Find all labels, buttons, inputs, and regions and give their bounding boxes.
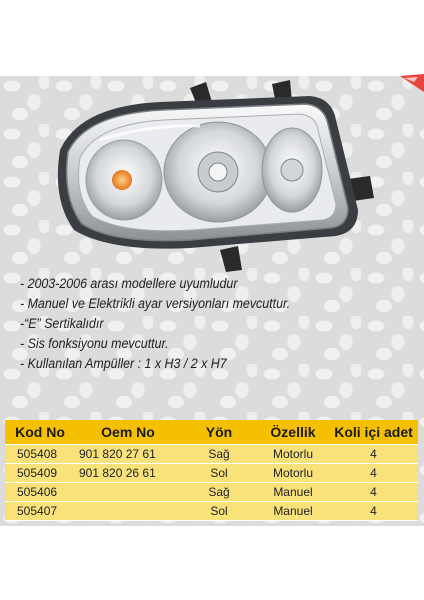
cell-ozellik: Manuel [257,502,329,521]
table-header-row [5,420,418,445]
feature-item: - 2003-2006 arası modellere uyumludur [20,276,238,291]
cell-yon: Sağ [181,445,257,464]
cell-oem: 901 820 26 61 [75,464,181,483]
cell-yon: Sol [181,502,257,521]
brand-corner-icon [398,74,424,92]
cell-yon: Sağ [181,483,257,502]
feature-item: - Sis fonksiyonu mevcuttur. [20,336,169,351]
cell-koli: 4 [329,502,418,521]
feature-item: - Manuel ve Elektrikli ayar versiyonları mevcuttur. [20,296,291,311]
col-header-oem: Oem No [75,420,181,445]
col-header-kod: Kod No [5,420,75,445]
product-catalog-panel [0,76,424,526]
feature-item: -“E” Sertikalıdır [20,316,104,331]
cell-kod: 505408 [5,445,75,464]
cell-oem [75,502,181,521]
table-row [5,502,418,521]
cell-kod: 505409 [5,464,75,483]
cell-koli: 4 [329,483,418,502]
cell-ozellik: Motorlu [257,445,329,464]
cell-kod: 505406 [5,483,75,502]
cell-oem: 901 820 27 61 [75,445,181,464]
col-header-ozellik: Özellik [257,420,329,445]
col-header-koli: Koli içi adet [329,420,418,445]
table-row [5,483,418,502]
cell-oem [75,483,181,502]
col-header-yon: Yön [181,420,257,445]
cell-yon: Sol [181,464,257,483]
spec-table [5,420,418,521]
cell-ozellik: Manuel [257,483,329,502]
cell-kod: 505407 [5,502,75,521]
feature-item: - Kullanılan Ampüller : 1 x H3 / 2 x H7 [20,356,227,371]
cell-ozellik: Motorlu [257,464,329,483]
cell-koli: 4 [329,445,418,464]
table-row [5,464,418,483]
cell-koli: 4 [329,464,418,483]
table-row [5,445,418,464]
feature-list [20,274,314,374]
